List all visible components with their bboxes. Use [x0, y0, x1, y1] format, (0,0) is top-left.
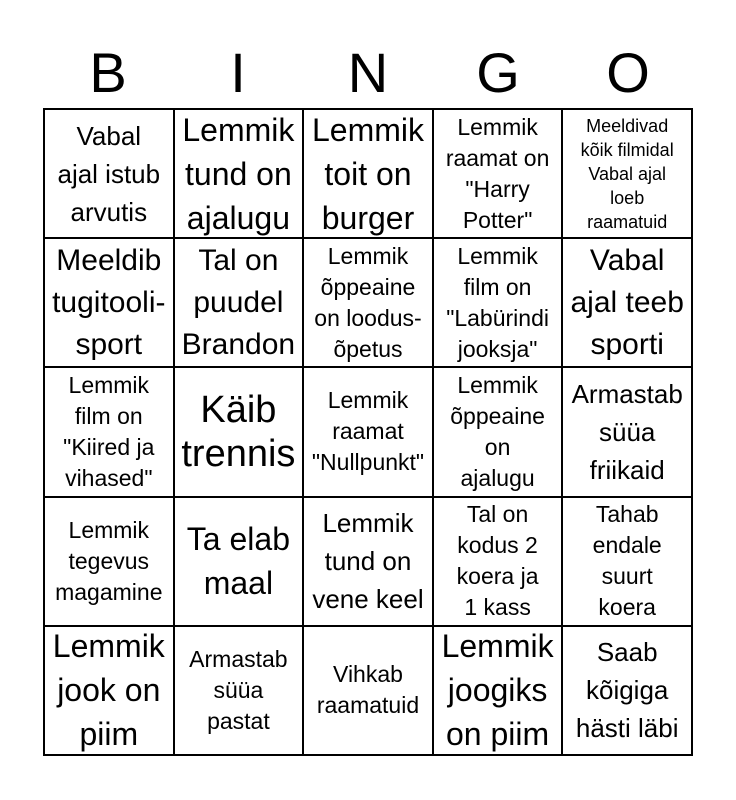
- bingo-cell[interactable]: Tal on puudel Brandon: [174, 238, 304, 367]
- header-letter-g: G: [476, 41, 520, 104]
- bingo-cell[interactable]: Lemmik joogiks on piim: [433, 626, 563, 755]
- bingo-cell[interactable]: Lemmik õppeaine on ajalugu: [433, 367, 563, 496]
- bingo-cell[interactable]: Lemmik toit on burger: [303, 109, 433, 238]
- bingo-cell[interactable]: Lemmik tund on ajalugu: [174, 109, 304, 238]
- bingo-cell[interactable]: Vihkab raamatuid: [303, 626, 433, 755]
- bingo-cell[interactable]: Saab kõigiga hästi läbi: [562, 626, 692, 755]
- bingo-cell[interactable]: Meeldivad kõik filmidal Vabal ajal loeb raamatuid: [562, 109, 692, 238]
- bingo-cell[interactable]: Lemmik õppeaine on loodus- õpetus: [303, 238, 433, 367]
- bingo-cell[interactable]: Käib trennis: [174, 367, 304, 496]
- bingo-cell[interactable]: Vabal ajal istub arvutis: [44, 109, 174, 238]
- bingo-cell[interactable]: Meeldib tugitooli- sport: [44, 238, 174, 367]
- bingo-cell[interactable]: Tahab endale suurt koera: [562, 497, 692, 626]
- bingo-cell[interactable]: Lemmik raamat on "Harry Potter": [433, 109, 563, 238]
- bingo-cell[interactable]: Lemmik film on "Labürindi jooksja": [433, 238, 563, 367]
- bingo-cell[interactable]: Tal on kodus 2 koera ja 1 kass: [433, 497, 563, 626]
- header-letter-n: N: [347, 41, 389, 104]
- bingo-header: [43, 40, 693, 106]
- bingo-cell[interactable]: Lemmik tund on vene keel: [303, 497, 433, 626]
- bingo-board: [43, 108, 693, 756]
- bingo-cell[interactable]: Ta elab maal: [174, 497, 304, 626]
- header-letter-b: B: [89, 41, 127, 104]
- header-letter-o: O: [606, 41, 650, 104]
- bingo-cell[interactable]: Lemmik tegevus magamine: [44, 497, 174, 626]
- bingo-cell[interactable]: Armastab süüa pastat: [174, 626, 304, 755]
- header-letter-i: I: [230, 41, 246, 104]
- bingo-cell[interactable]: Armastab süüa friikaid: [562, 367, 692, 496]
- bingo-cell[interactable]: Lemmik jook on piim: [44, 626, 174, 755]
- bingo-cell[interactable]: Vabal ajal teeb sporti: [562, 238, 692, 367]
- bingo-cell[interactable]: Lemmik raamat "Nullpunkt": [303, 367, 433, 496]
- bingo-cell[interactable]: Lemmik film on "Kiired ja vihased": [44, 367, 174, 496]
